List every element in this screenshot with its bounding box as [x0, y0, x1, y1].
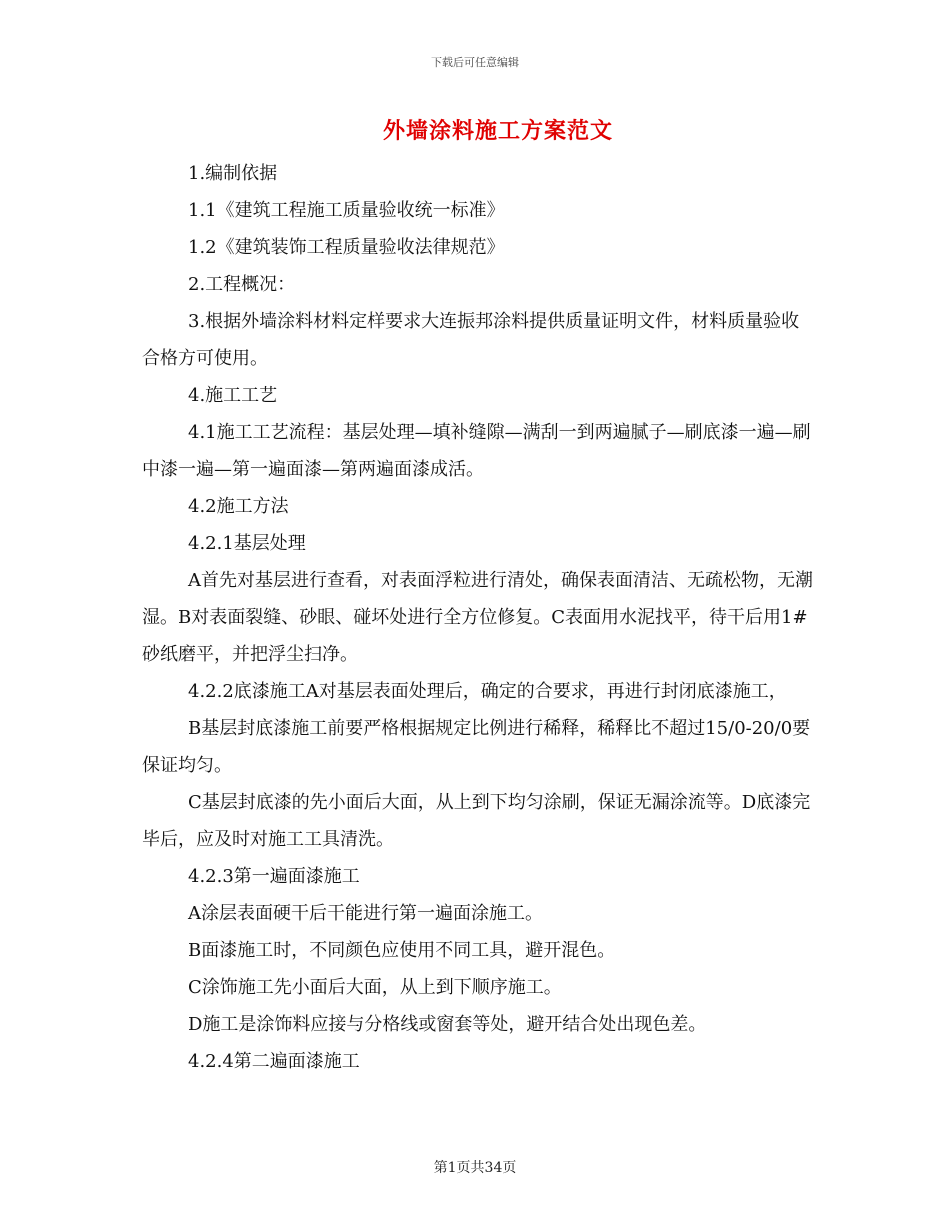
topcoat-item-c: C涂饰施工先小面后大面，从上到下顺序施工。 [188, 977, 562, 998]
material-requirement-paragraph: 3.根据外墙涂料材料定样要求大连振邦涂料提供质量证明文件，材料质量验收合格方可使用。 [142, 311, 800, 369]
heading-construction-method: 4.2施工方法 [188, 496, 289, 517]
heading-base-treatment: 4.2.1基层处理 [188, 533, 306, 554]
primer-dilution-paragraph: B基层封底漆施工前要严格根据规定比例进行稀释，稀释比不超过15/0-20/0要保证均匀。 [142, 718, 811, 776]
topcoat-item-b: B面漆施工时，不同颜色应使用不同工具，避开混色。 [188, 940, 616, 961]
base-treatment-paragraph: A首先对基层进行查看，对表面浮粒进行清处，确保表面清洁、无疏松物，无潮湿。B对表面裂缝、砂眼、碰坏处进行全方位修复。C表面用水泥找平，待干后用1#砂纸磨平，并把浮尘扫净。 [142, 570, 813, 665]
heading-construction-process: 4.施工工艺 [188, 385, 278, 406]
document-title: 外墙涂料施工方案范文 [382, 118, 613, 144]
heading-second-topcoat: 4.2.4第二遍面漆施工 [188, 1051, 360, 1072]
page-number-footer: 第1页共34页 [433, 1160, 517, 1176]
page-header-note: 下载后可任意编辑 [431, 56, 519, 69]
reference-standard-2: 1.2《建筑装饰工程质量验收法律规范》 [188, 237, 505, 258]
topcoat-item-a: A涂层表面硬干后干能进行第一遍面涂施工。 [188, 903, 543, 924]
process-flow-paragraph: 4.1施工工艺流程：基层处理—填补缝隙—满刮一到两遍腻子—刷底漆一遍—刷中漆一遍—第一遍面漆—第两遍面漆成活。 [142, 422, 811, 480]
primer-construction-paragraph: 4.2.2底漆施工A对基层表面处理后，确定的合要求，再进行封闭底漆施工， [188, 681, 787, 702]
topcoat-item-d: D施工是涂饰料应接与分格线或窗套等处，避开结合处出现色差。 [188, 1014, 707, 1035]
document-body [142, 155, 814, 1080]
heading-project-overview: 2.工程概况： [188, 274, 296, 295]
heading-first-topcoat: 4.2.3第一遍面漆施工 [188, 866, 360, 887]
reference-standard-1: 1.1《建筑工程施工质量验收统一标准》 [188, 200, 505, 221]
primer-application-paragraph: C基层封底漆的先小面后大面，从上到下均匀涂刷，保证无漏涂流等。D底漆完毕后，应及时对施工工具清洗。 [142, 792, 811, 850]
heading-compilation-basis: 1.编制依据 [188, 163, 278, 184]
